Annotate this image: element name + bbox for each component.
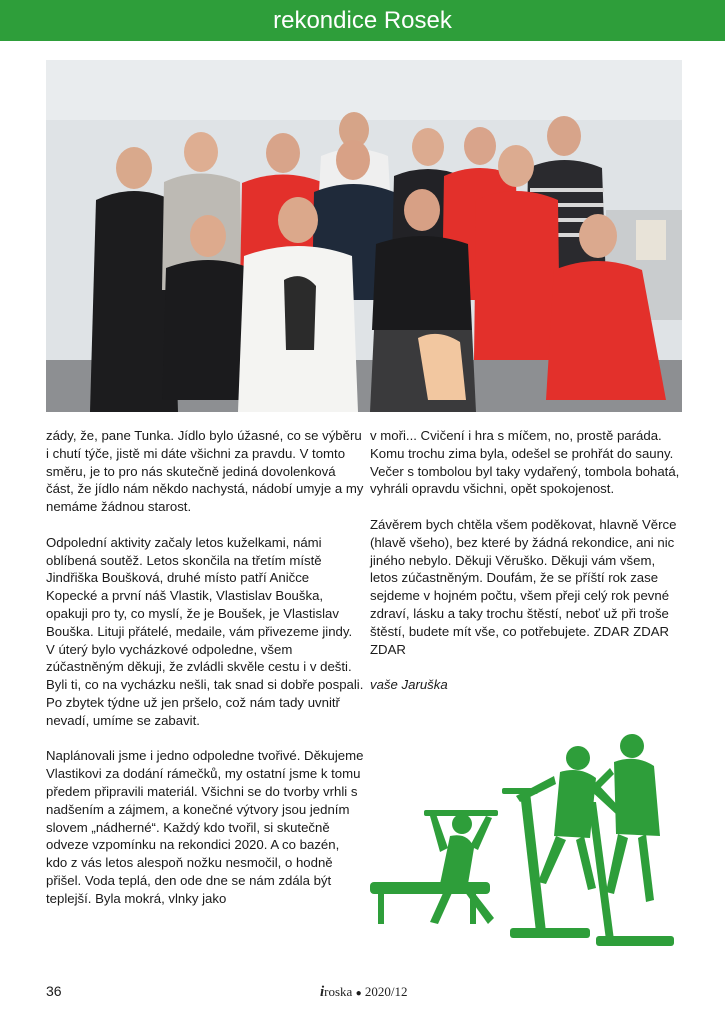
paragraph: Závěrem bych chtěla všem poděkovat, hlavně Věrce (hlavě všeho), bez které by žádná rekondice, ani nic jiného nebylo. Děkuji Věruško. Děkuji vám všem, letos zúčastněným. Doufám, že se příští rok zase sejdeme v hojném počtu, všem přeji celý rok pevné zdraví, lásku a taky trochu štěstí, neboť už při troše štěstí, budete mít vše, co potřebujete. ZDAR ZDAR ZDAR xyxy=(370,516,677,657)
issue-number: 2020/12 xyxy=(364,984,408,999)
signature: vaše Jaruška xyxy=(370,677,448,693)
paragraph: v moři... Cvičení i hra s míčem, no, prostě paráda. Komu trochu zima byla, odešel se prohřát do sauny. Večer s tombolou byl taky vydařený, tombola bohatá, vyhráli opravdu všichni, opět spokojenost. xyxy=(370,428,680,497)
magazine-name: roska xyxy=(324,984,353,999)
paragraph: Naplánovali jsme i jedno odpoledne tvořivé. Děkujeme Vlastikovi za dodání rámečků, my ostatní jsme k tomu předem připravili materiál. Všichni se do tvorby vrhli s nadšením a zájmem, a konečné výtvory jsou jedním slovem „nádherné“. Každý kdo tvořil, si skutečně odveze vzpomínku na rekondici 2020. A co bazén, kdo z vás letos alespoň nožku nesmočil, o hodně přišel. Voda teplá, den ode dne se nám zdála být teplejší. Byla mokrá, vlnky jako xyxy=(46,748,364,906)
magazine-footer xyxy=(320,984,408,1001)
article-column-right xyxy=(370,427,684,712)
article-column-left xyxy=(46,427,364,925)
header-bar xyxy=(0,0,725,41)
group-photo-illustration xyxy=(46,60,682,412)
group-photo xyxy=(46,60,682,412)
paragraph: zády, že, pane Tunka. Jídlo bylo úžasné, co se výběru i chutí týče, jistě mi dáte všichni za pravdu. V tomto směru, je to pro nás skutečně jediná dovolenková část, že jídlo nám někdo nachystá, nádobí umyje a my nemáme žádnou starost. xyxy=(46,428,364,515)
magazine-logo: i xyxy=(320,984,325,1000)
fitness-silhouettes-illustration xyxy=(370,732,674,948)
page-number: 36 xyxy=(46,983,62,999)
bullet-icon: ● xyxy=(355,988,362,999)
page-title: rekondice Rosek xyxy=(273,7,452,34)
paragraph: Odpolední aktivity začaly letos kuželkami, námi oblíbená soutěž. Letos skončila na třetím místě Jindřiška Boušková, druhé místo patří Aničce Kopecké a první náš Vlastik, Vlastislav Bouška, opakuji pro ty, co myslí, že je Boušek, je Vlastislav Bouška. Lituji přátelé, medaile, vám přivezeme jindy. V úterý bylo vycházkové odpoledne, všem zúčastněným děkuji, že zvládli skvěle cestu i v dešti. Byli ti, co na vycházku nešli, tak snad si dobře pospali. Po zbytek týdne už jen pršelo, což nám tady uvnitř nevadí, umíme se zabavit. xyxy=(46,534,364,728)
